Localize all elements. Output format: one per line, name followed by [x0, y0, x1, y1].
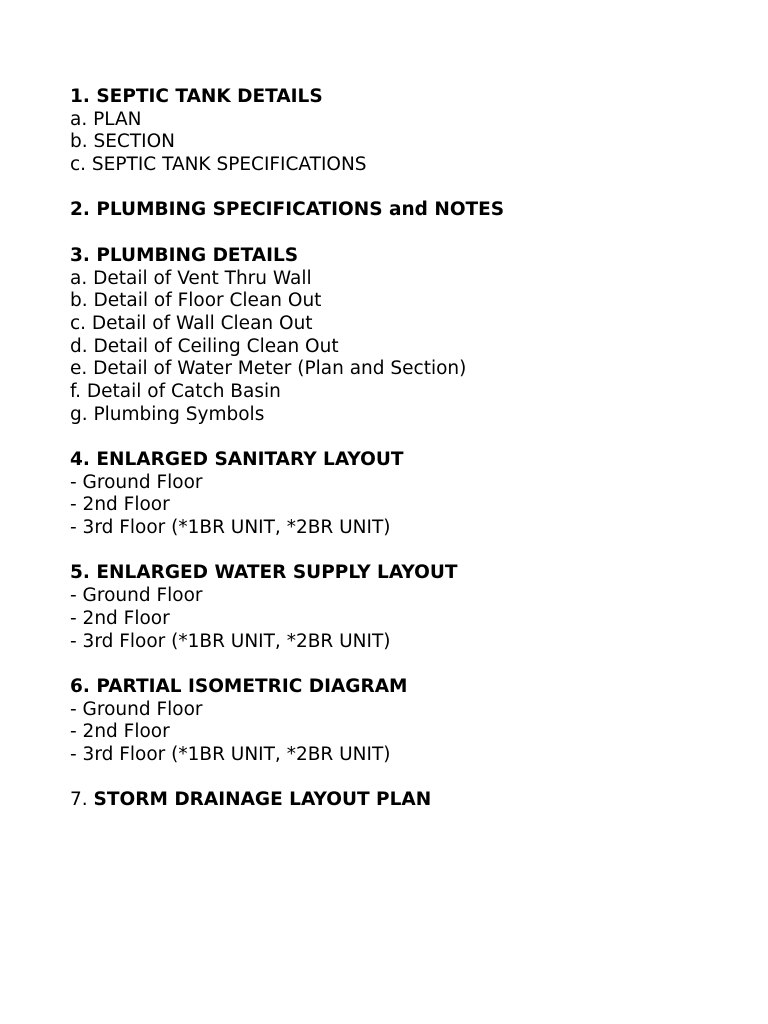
section-number: 2.	[70, 199, 90, 221]
list-item: - 3rd Floor (*1BR UNIT, *2BR UNIT)	[70, 630, 391, 652]
list-item: - 2nd Floor	[70, 721, 170, 743]
list-item: - Ground Floor	[70, 698, 203, 720]
section-number: 3.	[70, 244, 90, 266]
list-item: - Ground Floor	[70, 471, 203, 493]
list-item: c. Detail of Wall Clean Out	[70, 312, 313, 334]
document-page	[70, 86, 750, 812]
list-item: c. SEPTIC TANK SPECIFICATIONS	[70, 154, 367, 176]
section-number: 1.	[70, 86, 90, 107]
section-title: PLUMBING DETAILS	[96, 244, 299, 266]
section-title: PARTIAL ISOMETRIC DIAGRAM	[96, 675, 408, 697]
spacer	[70, 177, 750, 200]
spacer	[70, 653, 750, 676]
list-item: b. Detail of Floor Clean Out	[70, 290, 322, 312]
section-7-heading	[70, 789, 750, 812]
section-number: 6.	[70, 675, 90, 697]
section-5-heading	[70, 562, 750, 585]
spacer	[70, 426, 750, 449]
section-3-heading	[70, 245, 750, 268]
section-title: ENLARGED WATER SUPPLY LAYOUT	[96, 562, 458, 584]
section-title: PLUMBING SPECIFICATIONS and NOTES	[96, 199, 505, 221]
list-item: - 3rd Floor (*1BR UNIT, *2BR UNIT)	[70, 743, 391, 765]
list-item: a. PLAN	[70, 108, 142, 130]
list-item: g. Plumbing Symbols	[70, 403, 265, 425]
spacer	[70, 222, 750, 245]
section-title: SEPTIC TANK DETAILS	[96, 86, 323, 107]
list-item: - 2nd Floor	[70, 494, 170, 516]
section-title: ENLARGED SANITARY LAYOUT	[96, 449, 404, 470]
section-6-heading	[70, 676, 750, 699]
list-item: f. Detail of Catch Basin	[70, 380, 281, 402]
list-item: - 3rd Floor (*1BR UNIT, *2BR UNIT)	[70, 517, 391, 539]
spacer	[70, 540, 750, 563]
list-item: e. Detail of Water Meter (Plan and Section)	[70, 358, 467, 380]
section-1-heading	[70, 86, 750, 109]
section-title: STORM DRAINAGE LAYOUT PLAN	[93, 789, 432, 811]
list-item: a. Detail of Vent Thru Wall	[70, 267, 312, 289]
list-item: - 2nd Floor	[70, 607, 170, 629]
section-2-heading	[70, 199, 750, 222]
spacer	[70, 767, 750, 790]
list-item: - Ground Floor	[70, 585, 203, 607]
section-4-heading	[70, 449, 750, 472]
section-number: 7.	[70, 789, 88, 811]
section-number: 5.	[70, 562, 90, 584]
section-number: 4.	[70, 449, 90, 470]
list-item: d. Detail of Ceiling Clean Out	[70, 335, 339, 357]
list-item: b. SECTION	[70, 131, 176, 153]
